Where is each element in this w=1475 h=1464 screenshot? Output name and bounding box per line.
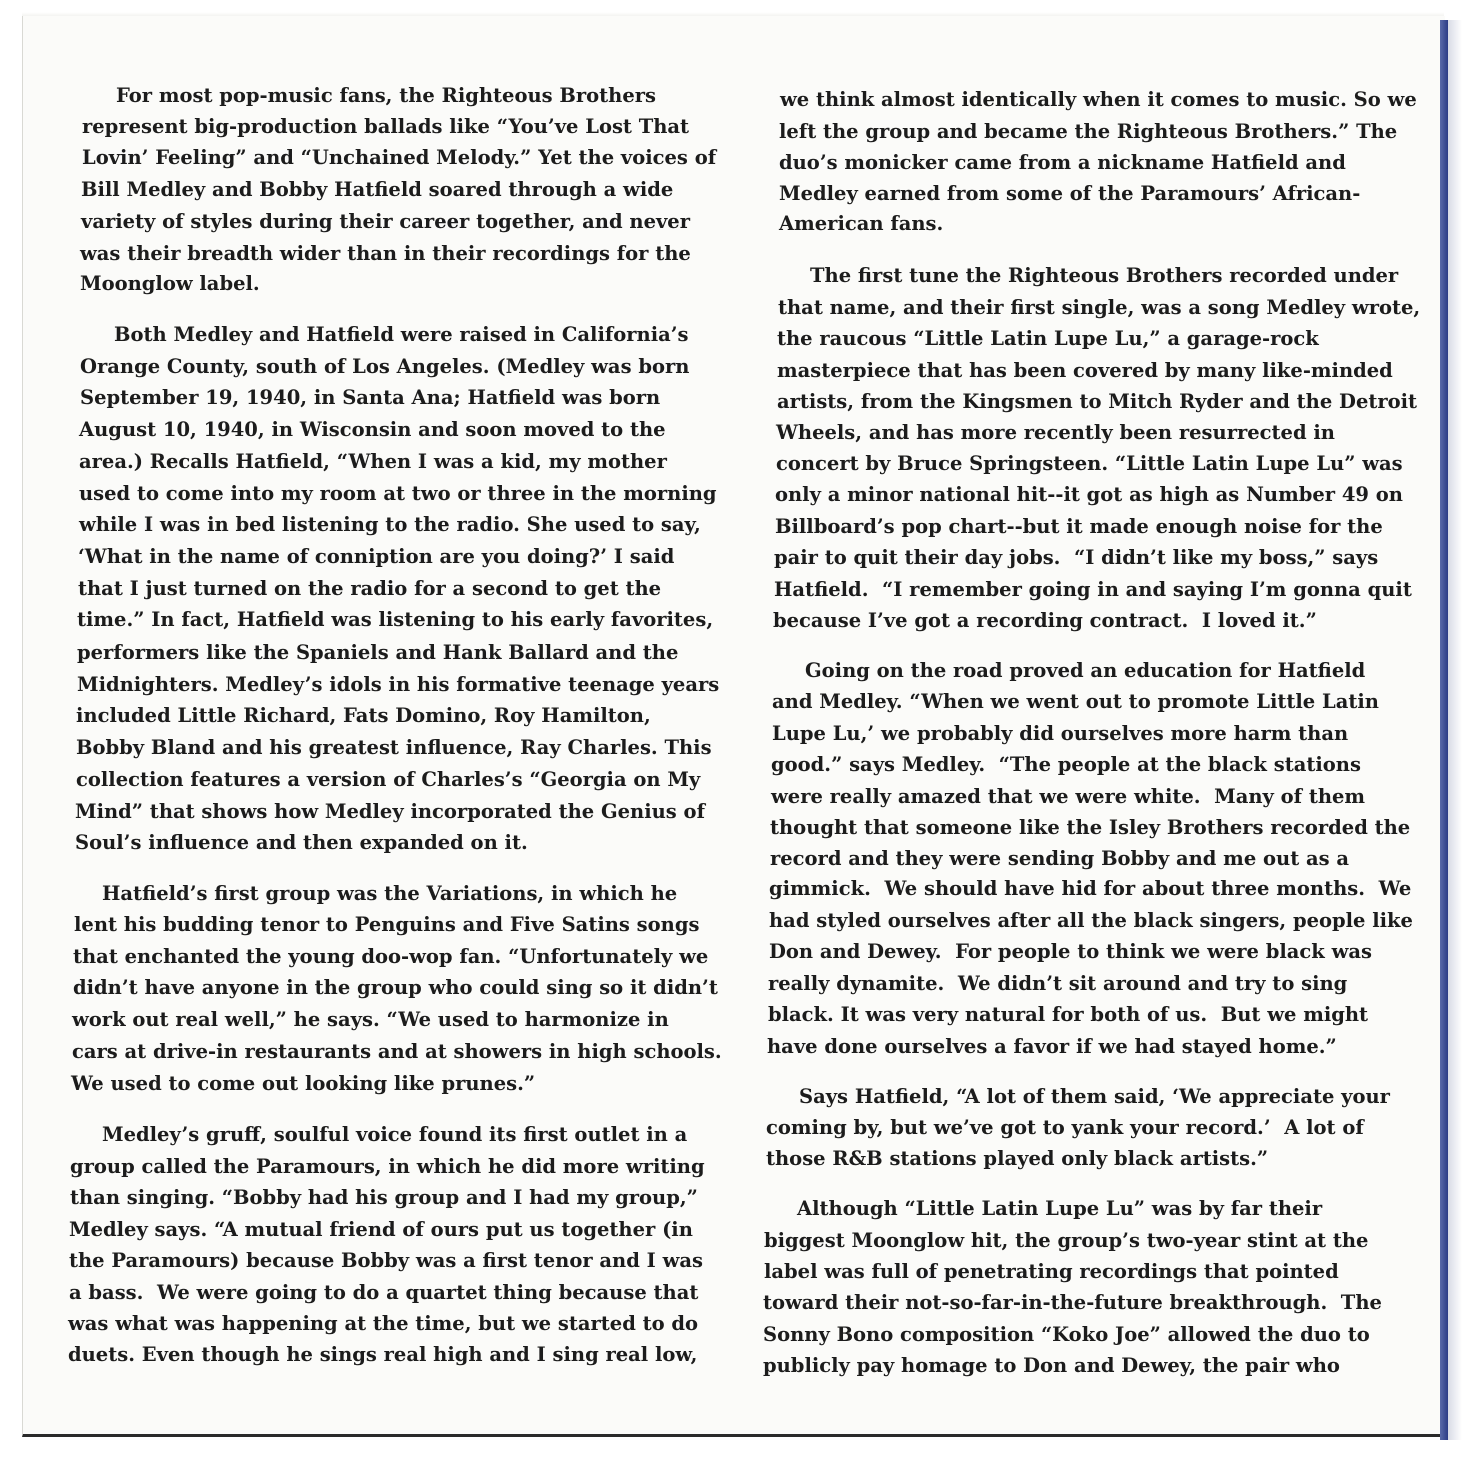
text-line: used to come into my room at two or three in the morning — [79, 482, 717, 505]
text-line: we think almost identically when it comes to music. So we — [780, 88, 1417, 111]
text-line: Medley earned from some of the Paramours’ African- — [779, 182, 1361, 205]
spine-shadow — [1448, 20, 1462, 1440]
booklet-spine-edge — [1440, 20, 1448, 1440]
text-line: Although “Little Latin Lupe Lu” was by far their — [797, 1197, 1323, 1220]
text-line: Medley says. “A mutual friend of ours put us together (in — [69, 1218, 693, 1241]
text-line: had styled ourselves after all the black singers, people like — [769, 909, 1413, 932]
text-line: Orange County, south of Los Angeles. (Medley was born — [80, 355, 690, 378]
text-line: toward their not-so-far-in-the-future breakthrough. The — [763, 1291, 1382, 1314]
text-line: good.” says Medley. “The people at the black stations — [771, 753, 1361, 776]
text-line: pair to quit their day jobs. “I didn’t like my boss,” says — [774, 546, 1379, 569]
text-line: Sonny Bono composition “Koko Joe” allowed the duo to — [763, 1323, 1370, 1346]
text-line: left the group and became the Righteous Brothers.” The — [779, 120, 1398, 143]
text-line: thought that someone like the Isley Brothers recorded the — [770, 816, 1411, 839]
text-line: record and they were sending Bobby and me out as a — [770, 847, 1350, 870]
text-line: was their breadth wider than in their recordings for the — [80, 242, 691, 265]
text-line: Wheels, and has more recently been resurrected in — [776, 421, 1335, 444]
text-line: Bobby Bland and his greatest influence, Ray Charles. This — [76, 736, 712, 759]
text-line: Soul’s influence and then expanded on it. — [75, 831, 528, 854]
text-line: duo’s monicker came from a nickname Hatfield and — [779, 151, 1346, 174]
text-line: Bill Medley and Bobby Hatfield soared through a wide — [81, 178, 674, 201]
text-line: American fans. — [779, 212, 944, 235]
text-line: time.” In fact, Hatfield was listening to his early favorites, — [77, 608, 714, 631]
text-line: those R&B stations played only black artists.” — [766, 1147, 1269, 1170]
text-line: cars at drive-in restaurants and at showers in high schools. — [72, 1040, 722, 1063]
text-line: Hatfield. “I remember going in and saying I’m gonna quit — [774, 578, 1412, 601]
text-line: area.) Recalls Hatfield, “When I was a kid, my mother — [79, 450, 667, 473]
text-line: For most pop-music fans, the Righteous Brothers — [116, 84, 657, 107]
text-line: the raucous “Little Latin Lupe Lu,” a garage-rock — [777, 327, 1319, 350]
text-line: artists, from the Kingsmen to Mitch Ryder and the Detroit — [777, 390, 1418, 413]
text-line: Billboard’s pop chart--but it made enough noise for the — [775, 515, 1383, 538]
text-line: was what was happening at the time, but we started to do — [68, 1312, 699, 1335]
text-line: gimmick. We should have hid for about three months. We — [769, 877, 1412, 900]
text-line: didn’t have anyone in the group who could sing so it didn’t — [73, 976, 718, 999]
text-line: label was full of penetrating recordings that pointed — [764, 1260, 1339, 1283]
text-line: a bass. We were going to do a quartet thing because that — [69, 1281, 699, 1304]
text-line: masterpiece that has been covered by many like-minded — [777, 359, 1393, 382]
text-line: Lupe Lu,’ we probably did ourselves more harm than — [772, 722, 1349, 745]
text-line: black. It was very natural for both of us. But we might — [768, 1003, 1369, 1026]
text-line: collection features a version of Charles’s “Georgia on My — [76, 768, 701, 791]
text-line: were really amazed that we were white. Many of them — [771, 785, 1366, 808]
text-line: August 10, 1940, in Wisconsin and soon moved to the — [79, 418, 666, 441]
text-line: have done ourselves a favor if we had stayed home.” — [767, 1035, 1337, 1058]
text-line: biggest Moonglow hit, the group’s two-year stint at the — [764, 1229, 1369, 1252]
text-line: coming by, but we’ve got to yank your record.’ A lot of — [766, 1116, 1364, 1139]
text-line: Going on the road proved an education for Hatfield — [805, 659, 1366, 682]
text-line: duets. Even though he sings real high and I sing real low, — [68, 1343, 698, 1366]
text-line: the Paramours) because Bobby was a first tenor and I was — [69, 1249, 703, 1272]
text-line: while I was in bed listening to the radio. She used to say, — [79, 513, 701, 536]
text-line: The first tune the Righteous Brothers recorded under — [810, 264, 1399, 287]
text-line: September 19, 1940, in Santa Ana; Hatfield was born — [80, 386, 661, 409]
text-line: work out real well,” he says. “We used to harmonize in — [72, 1008, 669, 1031]
text-line: only a minor national hit--it got as high as Number 49 on — [775, 483, 1403, 506]
text-line: represent big-production ballads like “You’ve Lost That — [82, 115, 690, 138]
text-line: Both Medley and Hatfield were raised in California’s — [114, 323, 689, 346]
text-line: than singing. “Bobby had his group and I had my group,” — [70, 1186, 698, 1209]
text-line: Hatfield’s first group was the Variations, in which he — [102, 882, 678, 905]
text-line: Mind” that shows how Medley incorporated the Genius of — [75, 800, 705, 823]
text-line: Don and Dewey. For people to think we were black was — [769, 940, 1372, 963]
text-line: that name, and their first single, was a song Medley wrote, — [778, 296, 1421, 319]
text-line: because I’ve got a recording contract. I loved it.” — [773, 609, 1317, 632]
text-line: Lovin’ Feeling” and “Unchained Melody.” Yet the voices of — [82, 146, 717, 169]
text-line: publicly pay homage to Don and Dewey, the pair who — [763, 1354, 1340, 1377]
text-line: that I just turned on the radio for a second to get the — [78, 577, 662, 600]
text-line: included Little Richard, Fats Domino, Roy Hamilton, — [76, 704, 651, 727]
text-line: group called the Paramours, in which he did more writing — [70, 1155, 705, 1178]
text-line: really dynamite. We didn’t sit around and try to sing — [768, 972, 1348, 995]
text-line: Says Hatfield, “A lot of them said, ‘We appreciate your — [799, 1085, 1390, 1108]
text-line: ‘What in the name of conniption are you doing?’ I said — [78, 545, 675, 568]
text-line: and Medley. “When we went out to promote Little Latin — [772, 690, 1379, 713]
text-line: concert by Bruce Springsteen. “Little Latin Lupe Lu” was — [776, 452, 1403, 475]
text-line: variety of styles during their career together, and never — [81, 210, 690, 233]
text-line: Medley’s gruff, soulful voice found its first outlet in a — [102, 1123, 688, 1146]
text-line: Moonglow label. — [80, 272, 260, 295]
text-line: We used to come out looking like prunes.” — [71, 1072, 536, 1095]
text-line: Midnighters. Medley’s idols in his formative teenage years — [77, 673, 720, 696]
text-line: performers like the Spaniels and Hank Ballard and the — [77, 641, 679, 664]
text-line: that enchanted the young doo-wop fan. “Unfortunately we — [73, 945, 709, 968]
text-line: lent his budding tenor to Penguins and Five Satins songs — [74, 913, 700, 936]
